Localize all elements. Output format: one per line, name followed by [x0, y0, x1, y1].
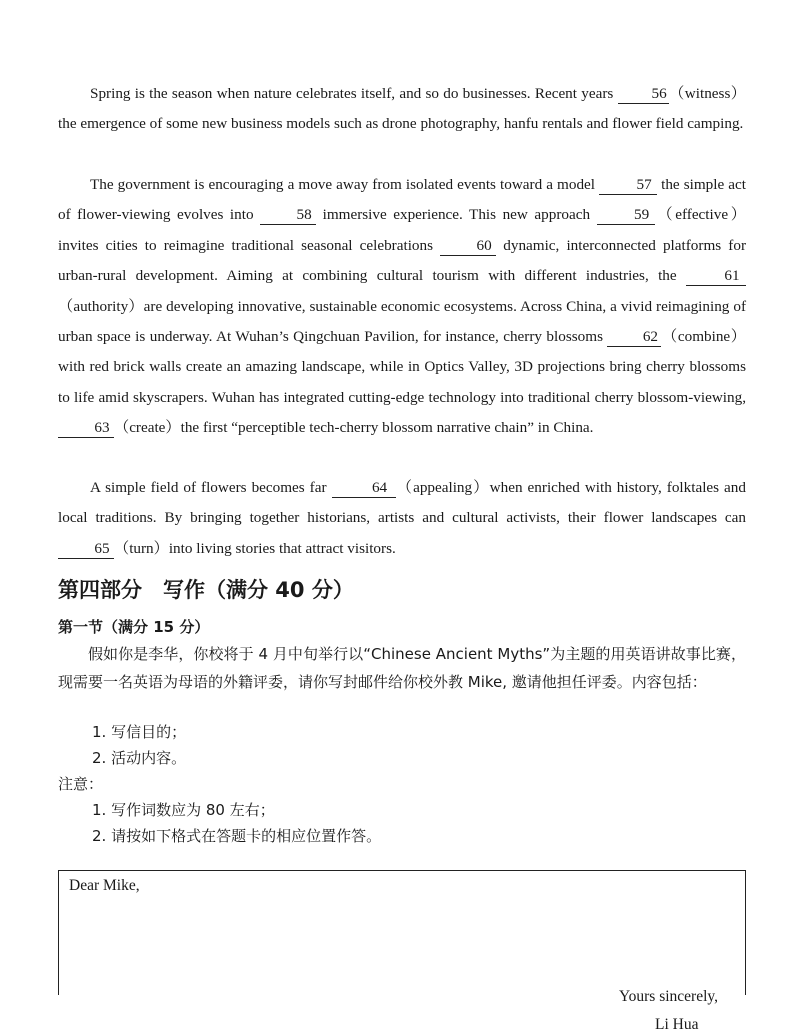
notes-label: 注意： [58, 775, 104, 793]
passage-text: （create）the first “perceptible tech-cherry blossom narrative chain” in China. [114, 419, 594, 437]
blank-57[interactable]: 57 [599, 176, 657, 195]
writing-prompt: 假如你是李华，你校将于 4 月中旬举行以“Chinese Ancient Myths”为主题的用英语讲故事比赛，现需要一名英语为母语的外籍评委，请你写封邮件给你校外教 Mike, 邀请他担任评委。内容包括： [58, 645, 746, 691]
passage-paragraph-2 [58, 170, 746, 444]
content-item-2: 2. 活动内容。 [92, 749, 187, 767]
passage-text: （appealing）when enriched with history, folktales and local traditions. By bringing together historians, artists and cultural activists, their flower landscapes can [58, 479, 746, 527]
subsection-title: 第一节（满分 15 分） [58, 618, 210, 636]
blank-58[interactable]: 58 [260, 206, 316, 225]
letter-greeting: Dear Mike, [69, 877, 140, 894]
blank-62[interactable]: 62 [607, 328, 661, 347]
passage-text: dynamic, interconnected platforms for urban-rural development. Aiming at combining cultural tourism with different industries, the [58, 236, 746, 285]
content-item-1: 1. 写信目的； [92, 723, 187, 741]
blank-63[interactable]: 63 [58, 419, 114, 438]
passage-text: （combine）with red brick walls create an amazing landscape, while in Optics Valley, 3D projections bring cherry blossoms to life amid skyscrapers. Wuhan has integrated cutting-edge technology into traditional cherry blossom-viewing, [58, 328, 746, 406]
passage-paragraph-1 [58, 79, 746, 140]
passage-text: immersive experience. This new approach [316, 206, 597, 224]
blank-60[interactable]: 60 [440, 237, 496, 256]
passage-text: （witness）the emergence of some new business models such as drone photography, hanfu rentals and flower field camping. [58, 85, 746, 133]
passage-text: the simple act of flower-viewing evolves into [58, 176, 746, 224]
note-item-2: 2. 请按如下格式在答题卡的相应位置作答。 [92, 827, 382, 845]
passage-text: （authority）are developing innovative, sustainable economic ecosystems. Across China, a vivid reimagining of urban space is underway. At Wuhan’s Qingchuan Pavilion, for instance, cherry blossoms [58, 297, 746, 346]
blank-59[interactable]: 59 [597, 206, 655, 225]
blank-56[interactable]: 56 [618, 85, 669, 104]
blank-65[interactable]: 65 [58, 540, 114, 559]
passage-text: The government is encouraging a move away from isolated events toward a model [90, 176, 600, 193]
passage-paragraph-3 [58, 473, 746, 564]
passage-text: Spring is the season when nature celebrates itself, and so do businesses. Recent years [90, 85, 618, 102]
passage-text: （turn）into living stories that attract visitors. [114, 539, 396, 557]
letter-signature: Li Hua [655, 1016, 699, 1033]
passage-text: （effective）invites cities to reimagine traditional seasonal celebrations [58, 206, 746, 254]
answer-box[interactable] [58, 870, 746, 995]
letter-closing: Yours sincerely, [619, 988, 719, 1005]
note-item-1: 1. 写作词数应为 80 左右； [92, 801, 275, 819]
passage-text: A simple field of flowers becomes far [90, 479, 332, 496]
blank-64[interactable]: 64 [332, 479, 396, 498]
section-title: 第四部分 写作（满分 40 分） [58, 578, 354, 602]
blank-61[interactable]: 61 [686, 267, 746, 286]
